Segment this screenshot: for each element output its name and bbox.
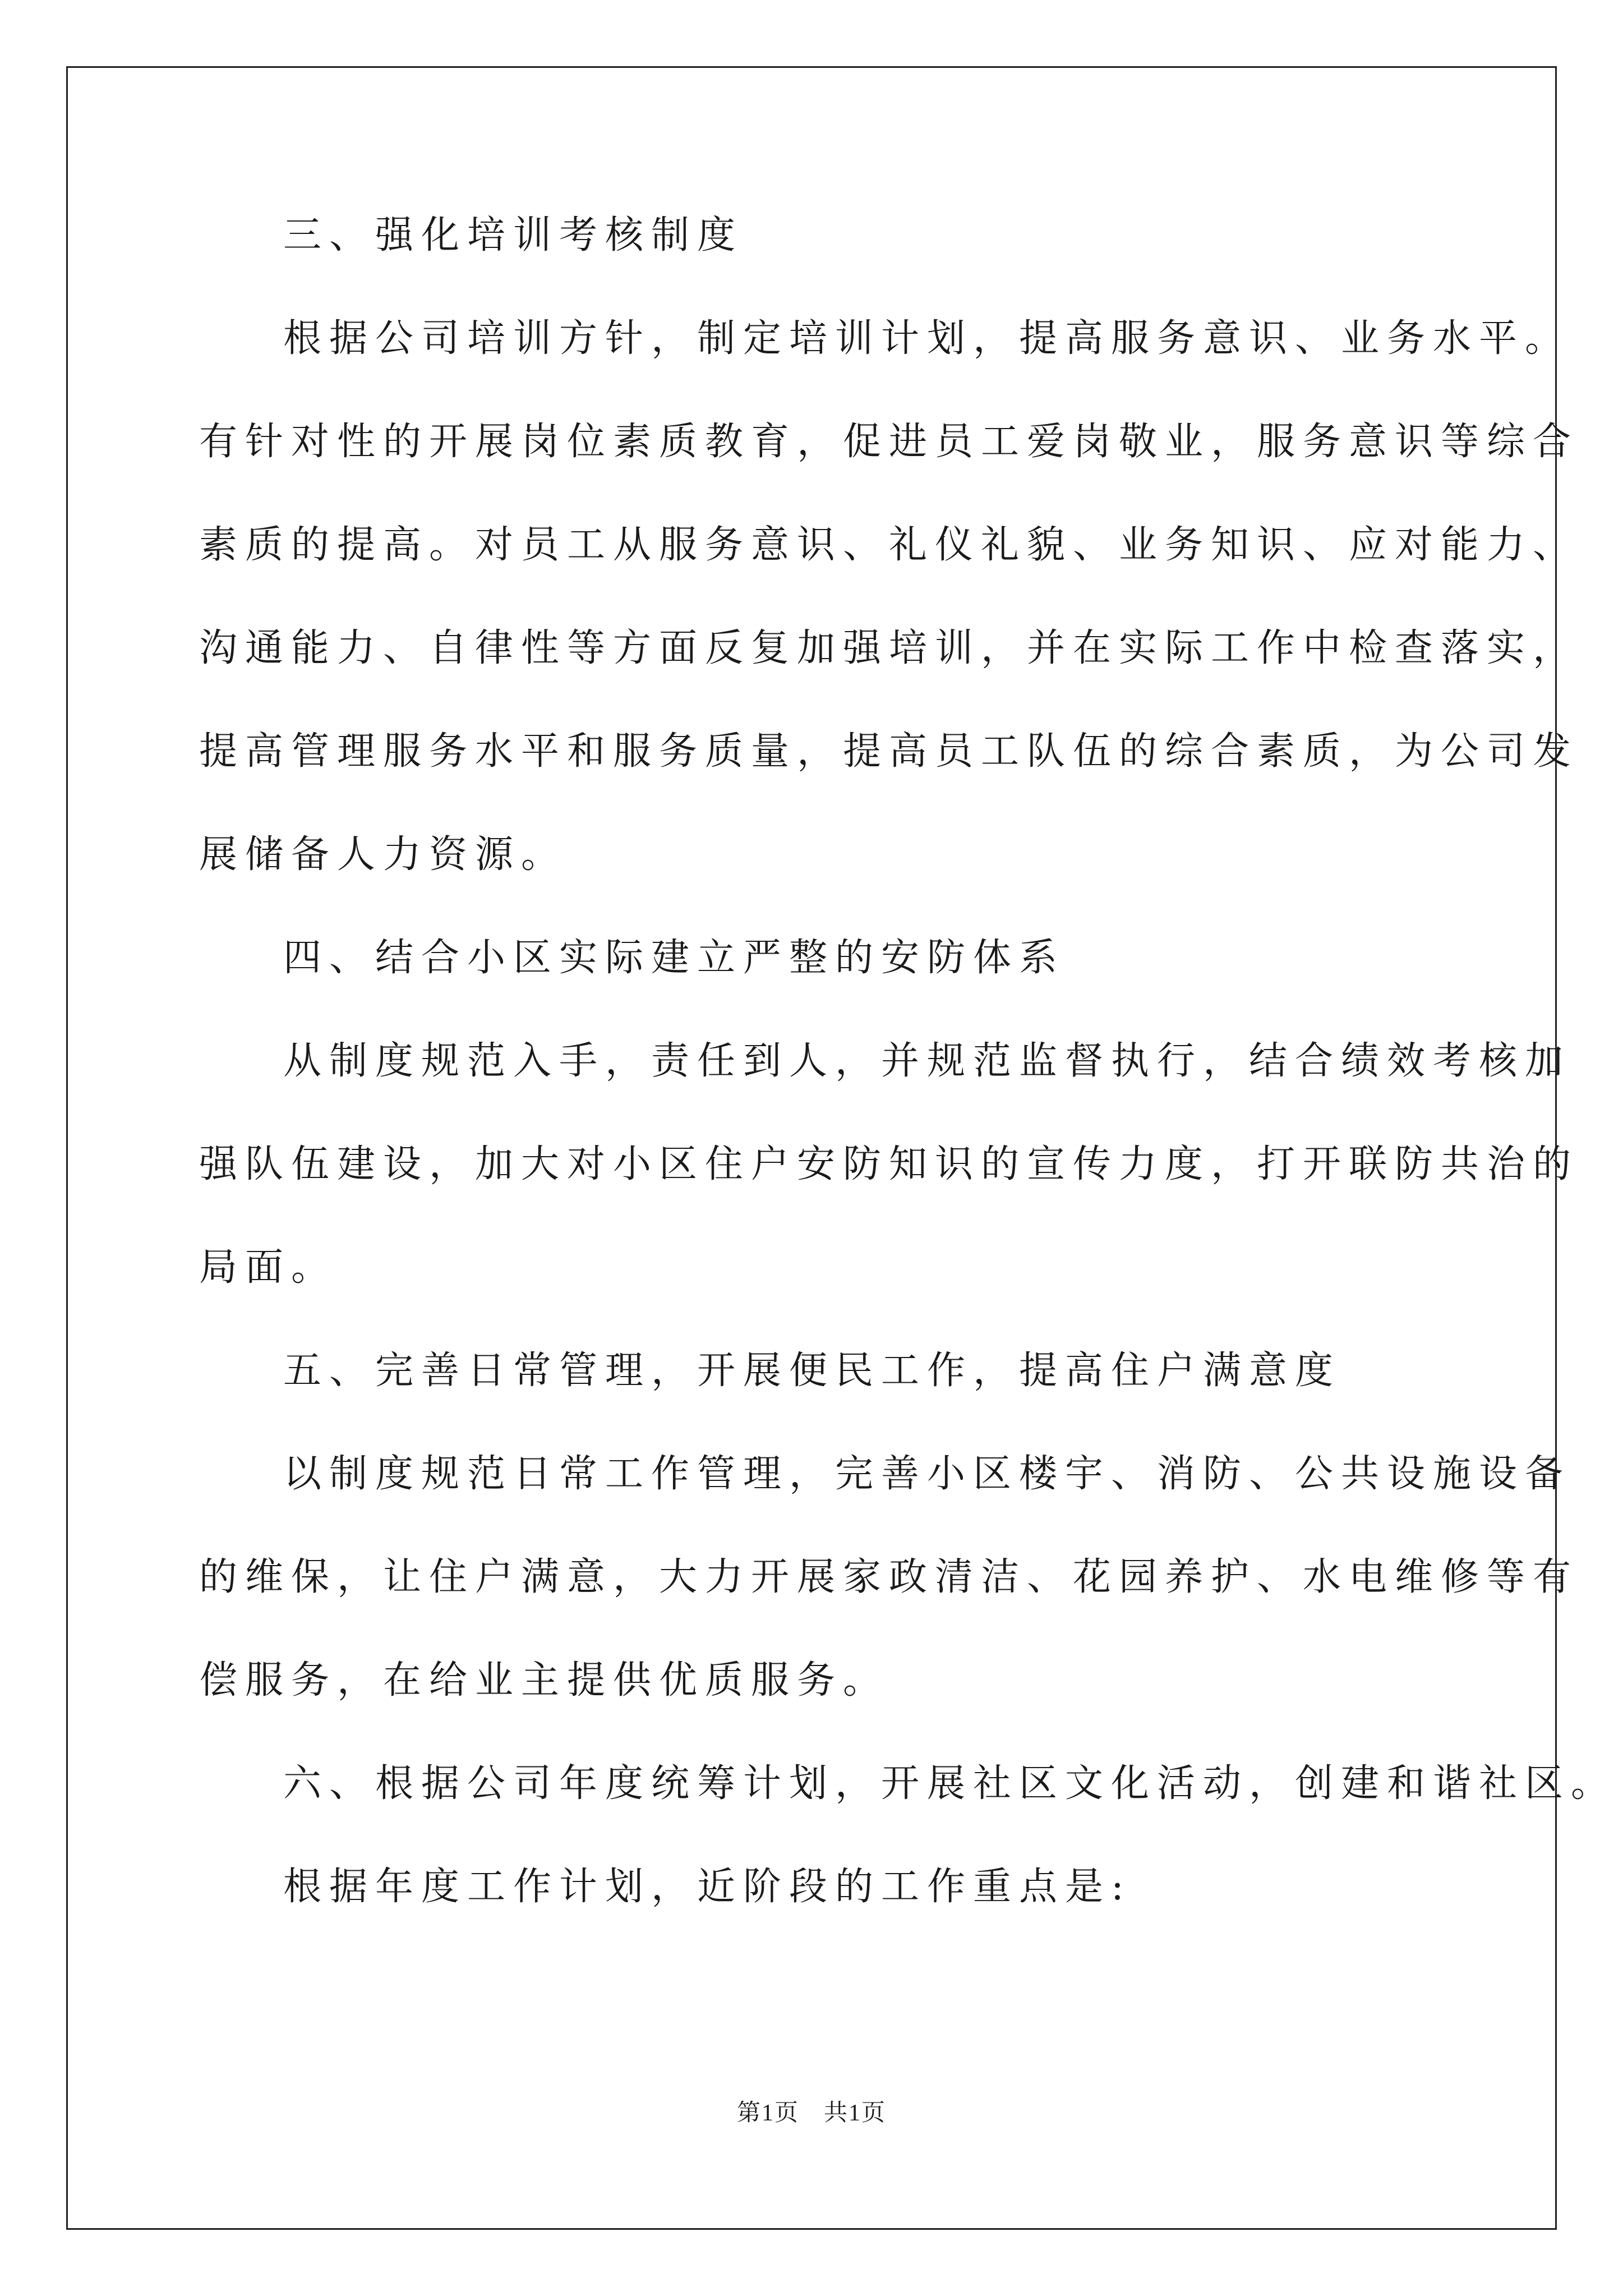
section-heading-4: 四、结合小区实际建立严整的安防体系: [283, 936, 1066, 980]
page-number: 第1页 共1页: [736, 2100, 886, 2126]
paragraph-line: 的维保，让住户满意，大力开展家政清洁、花园养护、水电维修等有: [199, 1555, 1579, 1599]
paragraph-line: 展储备人力资源。: [199, 832, 568, 877]
section-heading-3: 三、强化培训考核制度: [283, 213, 744, 257]
paragraph-line: 从制度规范入手，责任到人，并规范监督执行，结合绩效考核加: [283, 1039, 1571, 1083]
paragraph-line: 偿服务，在给业主提供优质服务。: [199, 1658, 889, 1703]
paragraph-line: 局面。: [199, 1245, 338, 1290]
section-heading-6: 六、根据公司年度统筹计划，开展社区文化活动，创建和谐社区。: [283, 1761, 1617, 1806]
paragraph-line: 有针对性的开展岗位素质教育，促进员工爱岗敬业，服务意识等综合: [199, 420, 1579, 464]
paragraph-line: 以制度规范日常工作管理，完善小区楼宇、消防、公共设施设备: [283, 1452, 1571, 1496]
paragraph-line: 根据年度工作计划，近阶段的工作重点是:: [283, 1865, 1132, 1909]
paragraph-line: 素质的提高。对员工从服务意识、礼仪礼貌、业务知识、应对能力、: [199, 523, 1579, 567]
paragraph-line: 根据公司培训方针，制定培训计划，提高服务意识、业务水平。: [283, 316, 1571, 361]
section-heading-5: 五、完善日常管理，开展便民工作，提高住户满意度: [283, 1349, 1341, 1393]
paragraph-line: 提高管理服务水平和服务质量，提高员工队伍的综合素质，为公司发: [199, 729, 1579, 774]
paragraph-line: 沟通能力、自律性等方面反复加强培训，并在实际工作中检查落实，: [199, 626, 1579, 670]
paragraph-line: 强队伍建设，加大对小区住户安防知识的宣传力度，打开联防共治的: [199, 1142, 1579, 1186]
